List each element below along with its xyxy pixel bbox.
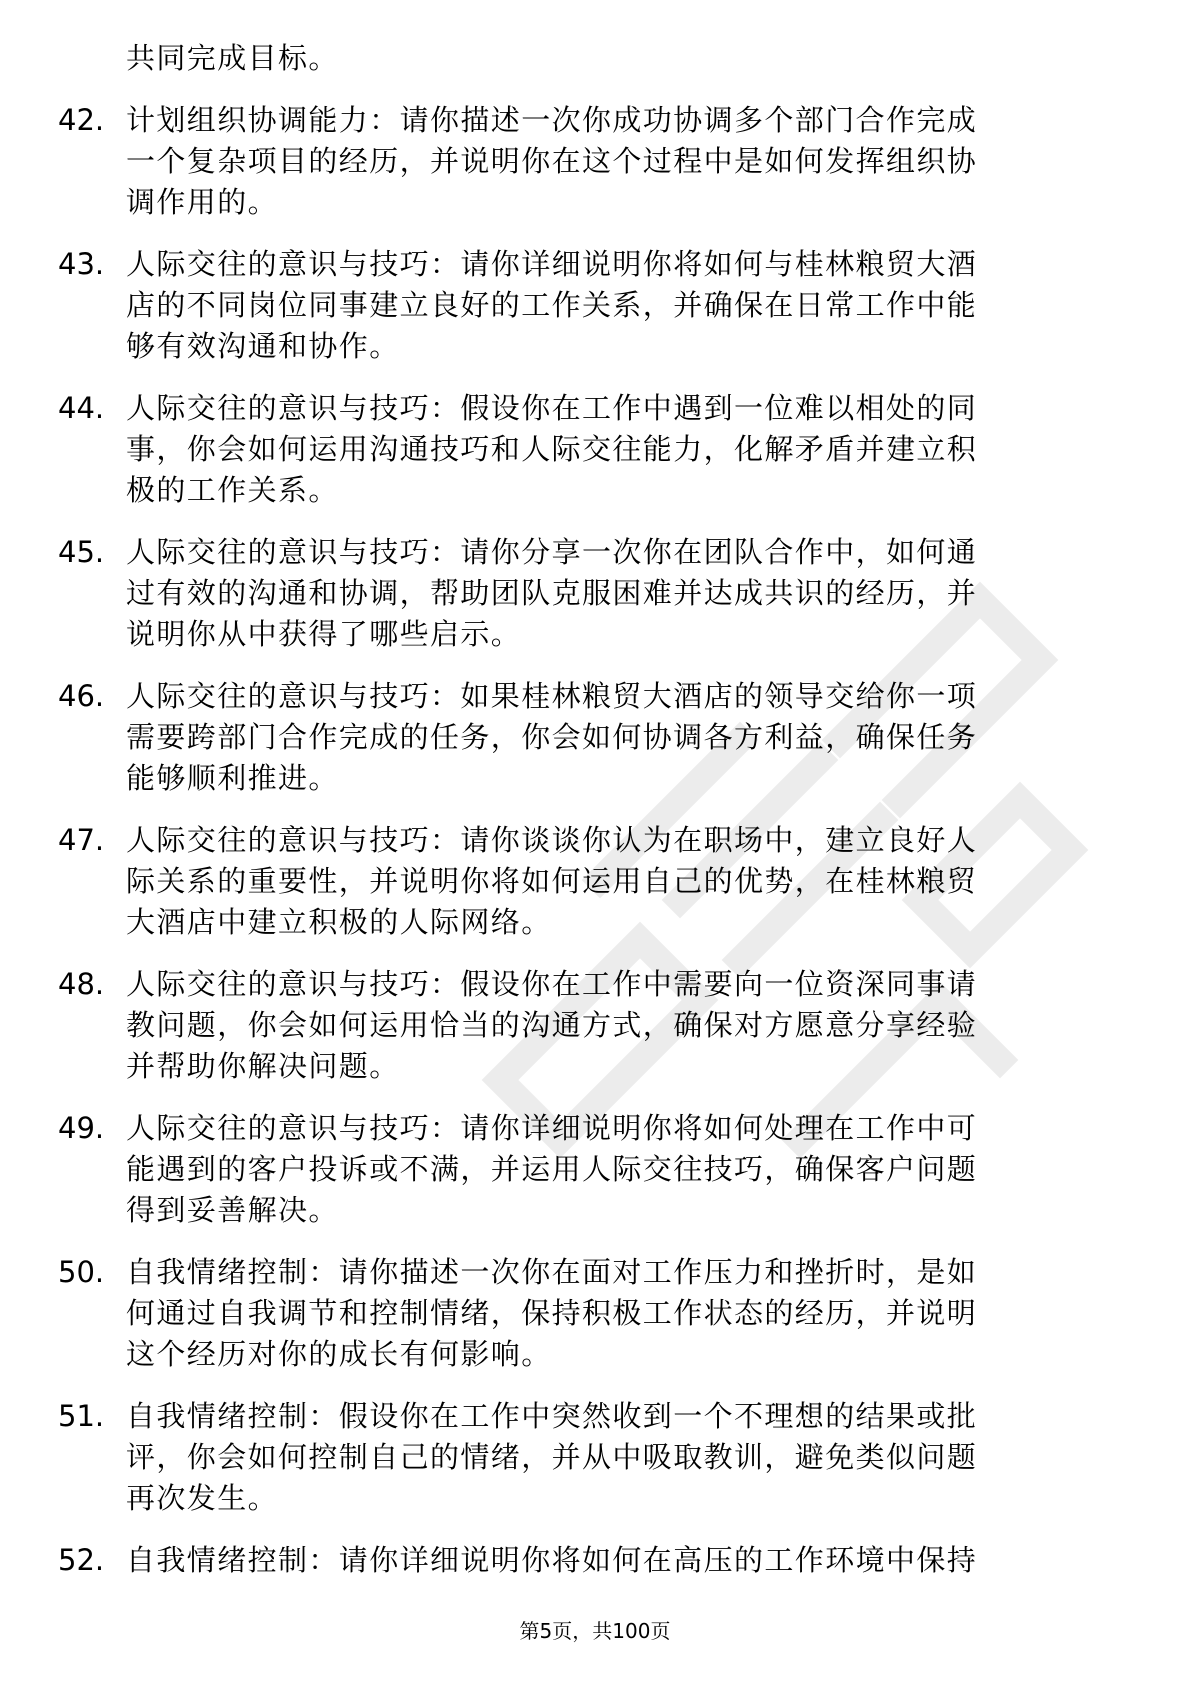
question-text-line: 能遇到的客户投诉或不满，并运用人际交往技巧，确保客户问题 <box>126 1152 978 1186</box>
question-item <box>58 388 1118 511</box>
question-text-line: 过有效的沟通和协调，帮助团队克服困难并达成共识的经历，并 <box>126 576 978 610</box>
question-text <box>58 532 1118 655</box>
question-text <box>58 1396 1118 1519</box>
question-text <box>58 676 1118 799</box>
question-item <box>58 100 1118 223</box>
question-number: 45. <box>58 535 105 569</box>
question-item <box>58 1396 1118 1519</box>
question-item <box>58 1108 1118 1231</box>
question-text-line: 这个经历对你的成长有何影响。 <box>126 1337 552 1371</box>
question-text-line: 计划组织协调能力：请你描述一次你成功协调多个部门合作完成 <box>126 103 978 137</box>
question-text-line: 自我情绪控制：请你描述一次你在面对工作压力和挫折时，是如 <box>126 1255 978 1289</box>
question-item <box>58 1252 1118 1375</box>
question-text-line: 人际交往的意识与技巧：请你详细说明你将如何与桂林粮贸大酒 <box>126 247 978 281</box>
question-number: 43. <box>58 247 105 281</box>
question-text <box>58 1540 1118 1581</box>
question-number: 50. <box>58 1255 105 1289</box>
question-text-line: 人际交往的意识与技巧：请你详细说明你将如何处理在工作中可 <box>126 1111 978 1145</box>
question-number: 52. <box>58 1543 105 1577</box>
question-text-line: 何通过自我调节和控制情绪，保持积极工作状态的经历，并说明 <box>126 1296 978 1330</box>
question-text-line: 评，你会如何控制自己的情绪，并从中吸取教训，避免类似问题 <box>126 1440 978 1474</box>
question-item <box>58 964 1118 1087</box>
question-text-line: 并帮助你解决问题。 <box>126 1049 400 1083</box>
question-text-line: 需要跨部门合作完成的任务，你会如何协调各方利益，确保任务 <box>126 720 978 754</box>
question-text <box>58 244 1118 367</box>
question-text-line: 能够顺利推进。 <box>126 761 339 795</box>
question-text <box>58 100 1118 223</box>
question-number: 51. <box>58 1399 105 1433</box>
question-text-line: 际关系的重要性，并说明你将如何运用自己的优势，在桂林粮贸 <box>126 864 978 898</box>
question-item <box>58 1540 1118 1581</box>
question-item <box>58 532 1118 655</box>
question-number: 49. <box>58 1111 105 1145</box>
question-text-line: 自我情绪控制：假设你在工作中突然收到一个不理想的结果或批 <box>126 1399 978 1433</box>
question-number: 42. <box>58 103 105 137</box>
question-text-line: 极的工作关系。 <box>126 473 339 507</box>
question-list <box>58 38 1118 1581</box>
question-text-line: 人际交往的意识与技巧：如果桂林粮贸大酒店的领导交给你一项 <box>126 679 978 713</box>
questions-container <box>58 100 1118 1581</box>
question-text <box>58 388 1118 511</box>
question-text <box>58 964 1118 1087</box>
question-number: 44. <box>58 391 105 425</box>
question-text-line: 教问题，你会如何运用恰当的沟通方式，确保对方愿意分享经验 <box>126 1008 978 1042</box>
question-text-line: 人际交往的意识与技巧：假设你在工作中需要向一位资深同事请 <box>126 967 978 1001</box>
question-text-line: 自我情绪控制：请你详细说明你将如何在高压的工作环境中保持 <box>126 1543 978 1577</box>
continued-paragraph <box>58 38 1118 79</box>
page-footer: 第5页，共100页 <box>519 1619 671 1643</box>
question-text-line: 够有效沟通和协作。 <box>126 329 400 363</box>
question-number: 48. <box>58 967 105 1001</box>
question-text-line: 人际交往的意识与技巧：请你分享一次你在团队合作中，如何通 <box>126 535 978 569</box>
question-text <box>58 1252 1118 1375</box>
question-text-line: 店的不同岗位同事建立良好的工作关系，并确保在日常工作中能 <box>126 288 978 322</box>
question-text <box>58 820 1118 943</box>
question-item <box>58 820 1118 943</box>
question-text-line: 再次发生。 <box>126 1481 279 1515</box>
question-text-line: 事，你会如何运用沟通技巧和人际交往能力，化解矛盾并建立积 <box>126 432 978 466</box>
question-number: 47. <box>58 823 105 857</box>
continued-line: 共同完成目标。 <box>126 41 339 75</box>
question-text <box>58 1108 1118 1231</box>
question-item <box>58 676 1118 799</box>
question-number: 46. <box>58 679 105 713</box>
question-text-line: 人际交往的意识与技巧：假设你在工作中遇到一位难以相处的同 <box>126 391 978 425</box>
question-item <box>58 244 1118 367</box>
question-text-line: 大酒店中建立积极的人际网络。 <box>126 905 552 939</box>
question-text-line: 一个复杂项目的经历，并说明你在这个过程中是如何发挥组织协 <box>126 144 978 178</box>
question-text-line: 人际交往的意识与技巧：请你谈谈你认为在职场中，建立良好人 <box>126 823 978 857</box>
question-text-line: 得到妥善解决。 <box>126 1193 339 1227</box>
question-text-line: 调作用的。 <box>126 185 279 219</box>
question-text-line: 说明你从中获得了哪些启示。 <box>126 617 522 651</box>
